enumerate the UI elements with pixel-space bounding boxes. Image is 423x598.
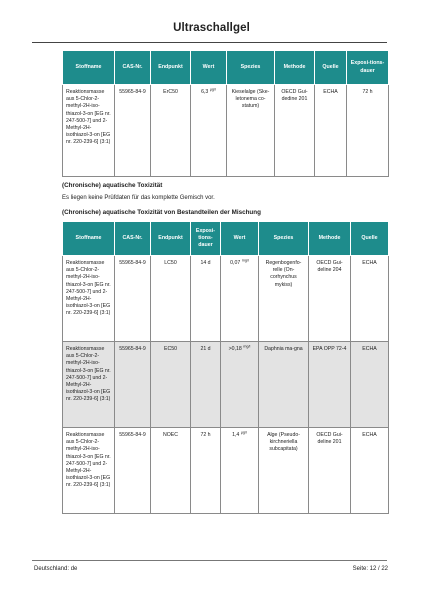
- cell-methode: OECD Gui-deline 201: [309, 428, 351, 514]
- cell-stoffname: Reaktionsmasse aus 5-Chlor-2-methyl-2H-iso-thiazol-3-on [EG nr. 247-500-7] und 2-Methyl-2H-isothiazol-3-on [EG nr. 220-239-6] (3:1): [63, 428, 115, 514]
- wert-unit: mg/l: [243, 344, 251, 349]
- cell-dauer: 14 d: [191, 256, 221, 342]
- column-header: Exposi-tions-dauer: [347, 51, 389, 85]
- column-header: Endpunkt: [151, 222, 191, 256]
- wert-value: >0,18: [228, 346, 242, 352]
- cell-spezies: Kieselalge (Ske-letonema co-statum): [227, 85, 275, 177]
- cell-endpunkt: ErC50: [151, 85, 191, 177]
- footer-country: Deutschland: de: [34, 566, 78, 572]
- table-row: [63, 256, 389, 342]
- cell-methode: OECD Gui-deline 204: [309, 256, 351, 342]
- cell-endpunkt: NOEC: [151, 428, 191, 514]
- cell-endpunkt: LC50: [151, 256, 191, 342]
- table-row: [63, 85, 389, 177]
- cell-wert: [221, 428, 259, 514]
- cell-wert: [221, 256, 259, 342]
- cell-wert: [191, 85, 227, 177]
- table-row: [63, 342, 389, 428]
- cell-methode: OECD Gui-dedine 201: [275, 85, 315, 177]
- wert-value: 6,3: [201, 89, 209, 95]
- column-header: Stoffname: [63, 222, 115, 256]
- column-header: Methode: [275, 51, 315, 85]
- column-header: Wert: [221, 222, 259, 256]
- wert-unit: mg/l: [241, 258, 249, 263]
- cell-cas: 55965-84-9: [115, 85, 151, 177]
- column-header: Wert: [191, 51, 227, 85]
- cell-quelle: ECHA: [351, 428, 389, 514]
- section-heading: (Chronische) aquatische Toxizität von Bestandteilen der Mischung: [62, 209, 261, 216]
- cell-dauer: 21 d: [191, 342, 221, 428]
- section-heading: (Chronische) aquatische Toxizität: [62, 182, 163, 189]
- column-header: Spezies: [227, 51, 275, 85]
- title-divider: [32, 42, 387, 43]
- column-header: Exposi-tions-dauer: [191, 222, 221, 256]
- column-header: Quelle: [351, 222, 389, 256]
- table-header-row: [63, 51, 389, 85]
- cell-quelle: ECHA: [351, 342, 389, 428]
- footer-divider: [32, 560, 387, 561]
- table-header-row: [63, 222, 389, 256]
- column-header: Stoffname: [63, 51, 115, 85]
- section-text: Es liegen keine Prüfdaten für das komplette Gemisch vor.: [62, 195, 215, 201]
- cell-cas: 55965-84-9: [115, 342, 151, 428]
- cell-stoffname: Reaktionsmasse aus 5-Chlor-2-methyl-2H-iso-thiazol-3-on [EG nr. 247-500-7] und 2-Methyl-2H-isothiazol-3-on [EG nr. 220-239-6] (3:1): [63, 342, 115, 428]
- column-header: Spezies: [259, 222, 309, 256]
- footer-page-number: Seite: 12 / 22: [352, 566, 388, 572]
- cell-dauer: 72 h: [191, 428, 221, 514]
- table-row: [63, 428, 389, 514]
- cell-cas: 55965-84-9: [115, 256, 151, 342]
- chronic-toxicity-table: [62, 221, 389, 514]
- wert-unit: µg/l: [209, 87, 216, 92]
- wert-value: 0,07: [230, 260, 241, 266]
- cell-spezies: Regenbogenfo-relle (On-corhynchus mykiss): [259, 256, 309, 342]
- wert-unit: µg/l: [240, 430, 247, 435]
- cell-quelle: ECHA: [351, 256, 389, 342]
- cell-endpunkt: EC50: [151, 342, 191, 428]
- column-header: Endpunkt: [151, 51, 191, 85]
- cell-spezies: Alge (Pseudo-kirchneriella subcapitata): [259, 428, 309, 514]
- column-header: Quelle: [315, 51, 347, 85]
- wert-value: 1,4: [232, 432, 240, 438]
- column-header: CAS-Nr.: [115, 51, 151, 85]
- acute-toxicity-table: [62, 50, 389, 177]
- cell-stoffname: Reaktionsmasse aus 5-Chlor-2-methyl-2H-iso-thiazol-3-on [EG nr. 247-500-7] und 2-Methyl-2H-isothiazol-3-on [EG nr. 220-239-6] (3:1): [63, 85, 115, 177]
- page-title: Ultraschallgel: [173, 22, 250, 34]
- column-header: CAS-Nr.: [115, 222, 151, 256]
- cell-quelle: ECHA: [315, 85, 347, 177]
- cell-spezies: Daphnia ma-gna: [259, 342, 309, 428]
- column-header: Methode: [309, 222, 351, 256]
- cell-stoffname: Reaktionsmasse aus 5-Chlor-2-methyl-2H-iso-thiazol-3-on [EG nr. 247-500-7] und 2-Methyl-2H-isothiazol-3-on [EG nr. 220-239-6] (3:1): [63, 256, 115, 342]
- cell-methode: EPA OPP 72-4: [309, 342, 351, 428]
- cell-dauer: 72 h: [347, 85, 389, 177]
- cell-wert: [221, 342, 259, 428]
- cell-cas: 55965-84-9: [115, 428, 151, 514]
